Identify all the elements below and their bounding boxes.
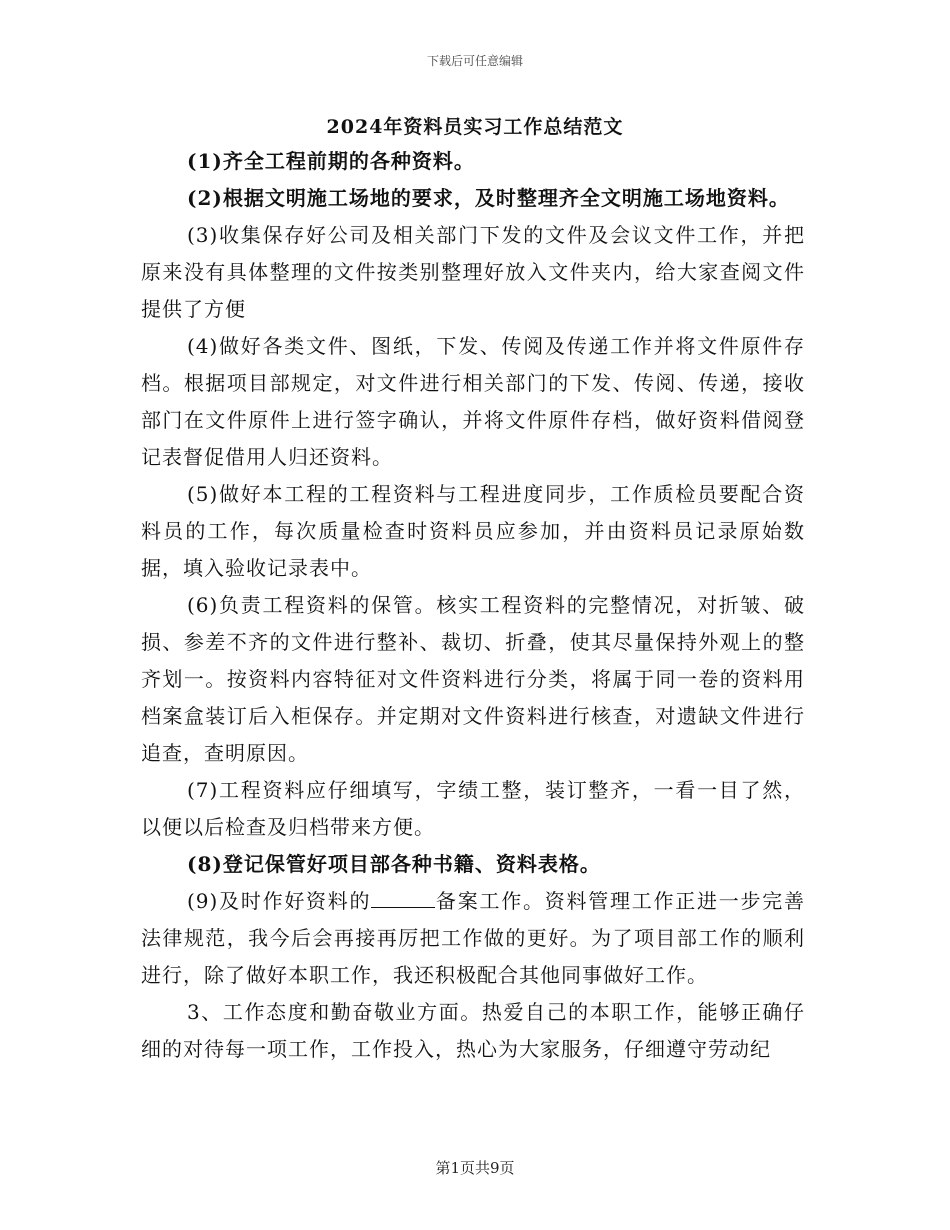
paragraph-3: (3)收集保存好公司及相关部门下发的文件及会议文件工作，并把原来没有具体整理的文件按类别整理好放入文件夹内，给大家查阅文件提供了方便: [141, 223, 805, 321]
document-title: 2024年资料员实习工作总结范文: [326, 116, 624, 138]
paragraph-9: [141, 883, 805, 994]
paragraph-5: (5)做好本工程的工程资料与工程进度同步，工作质检员要配合资料员的工作，每次质量检查时资料员应参加，并由资料员记录原始数据，填入验收记录表中。: [141, 482, 805, 580]
page-number: 第1页共9页: [435, 1159, 515, 1177]
paragraph-8: (8)登记保管好项目部各种书籍、资料表格。: [187, 852, 601, 876]
paragraph-7: (7)工程资料应仔细填写，字绩工整，装订整齐，一看一目了然，以便以后检查及归档带来方便。: [141, 778, 805, 839]
paragraph-6: (6)负责工程资料的保管。核实工程资料的完整情况，对折皱、破损、参差不齐的文件进行整补、裁切、折叠，使其尽量保持外观上的整齐划一。按资料内容特征对文件资料进行分类，将属于同一卷的资料用档案盒装订后入柜保存。并定期对文件资料进行核查，对遗缺文件进行追查，查明原因。: [141, 593, 805, 765]
paragraph-10: 3、工作态度和勤奋敬业方面。热爱自己的本职工作，能够正确仔细的对待每一项工作，工作投入，热心为大家服务，仔细遵守劳动纪: [141, 1000, 805, 1061]
paragraph-9-end: 备案工作。资料管理工作正进一步完善法律规范，我今后会再接再厉把工作做的更好。为了项目部工作的顺利进行，除了做好本职工作，我还积极配合其他同事做好工作。: [141, 889, 805, 987]
fill-in-blank: [371, 889, 435, 908]
document-body: [141, 143, 805, 1068]
paragraph-9-start: (9)及时作好资料的: [187, 889, 372, 913]
paragraph-1: (1)齐全工程前期的各种资料。: [187, 149, 475, 173]
page-header: 下载后可任意编辑: [426, 54, 523, 68]
paragraph-4: (4)做好各类文件、图纸，下发、传阅及传递工作并将文件原件存档。根据项目部规定，对文件进行相关部门的下发、传阅、传递，接收部门在文件原件上进行签字确认，并将文件原件存档，做好资料借阅登记表督促借用人归还资料。: [141, 334, 805, 469]
paragraph-2: (2)根据文明施工场地的要求，及时整理齐全文明施工场地资料。: [187, 186, 790, 210]
